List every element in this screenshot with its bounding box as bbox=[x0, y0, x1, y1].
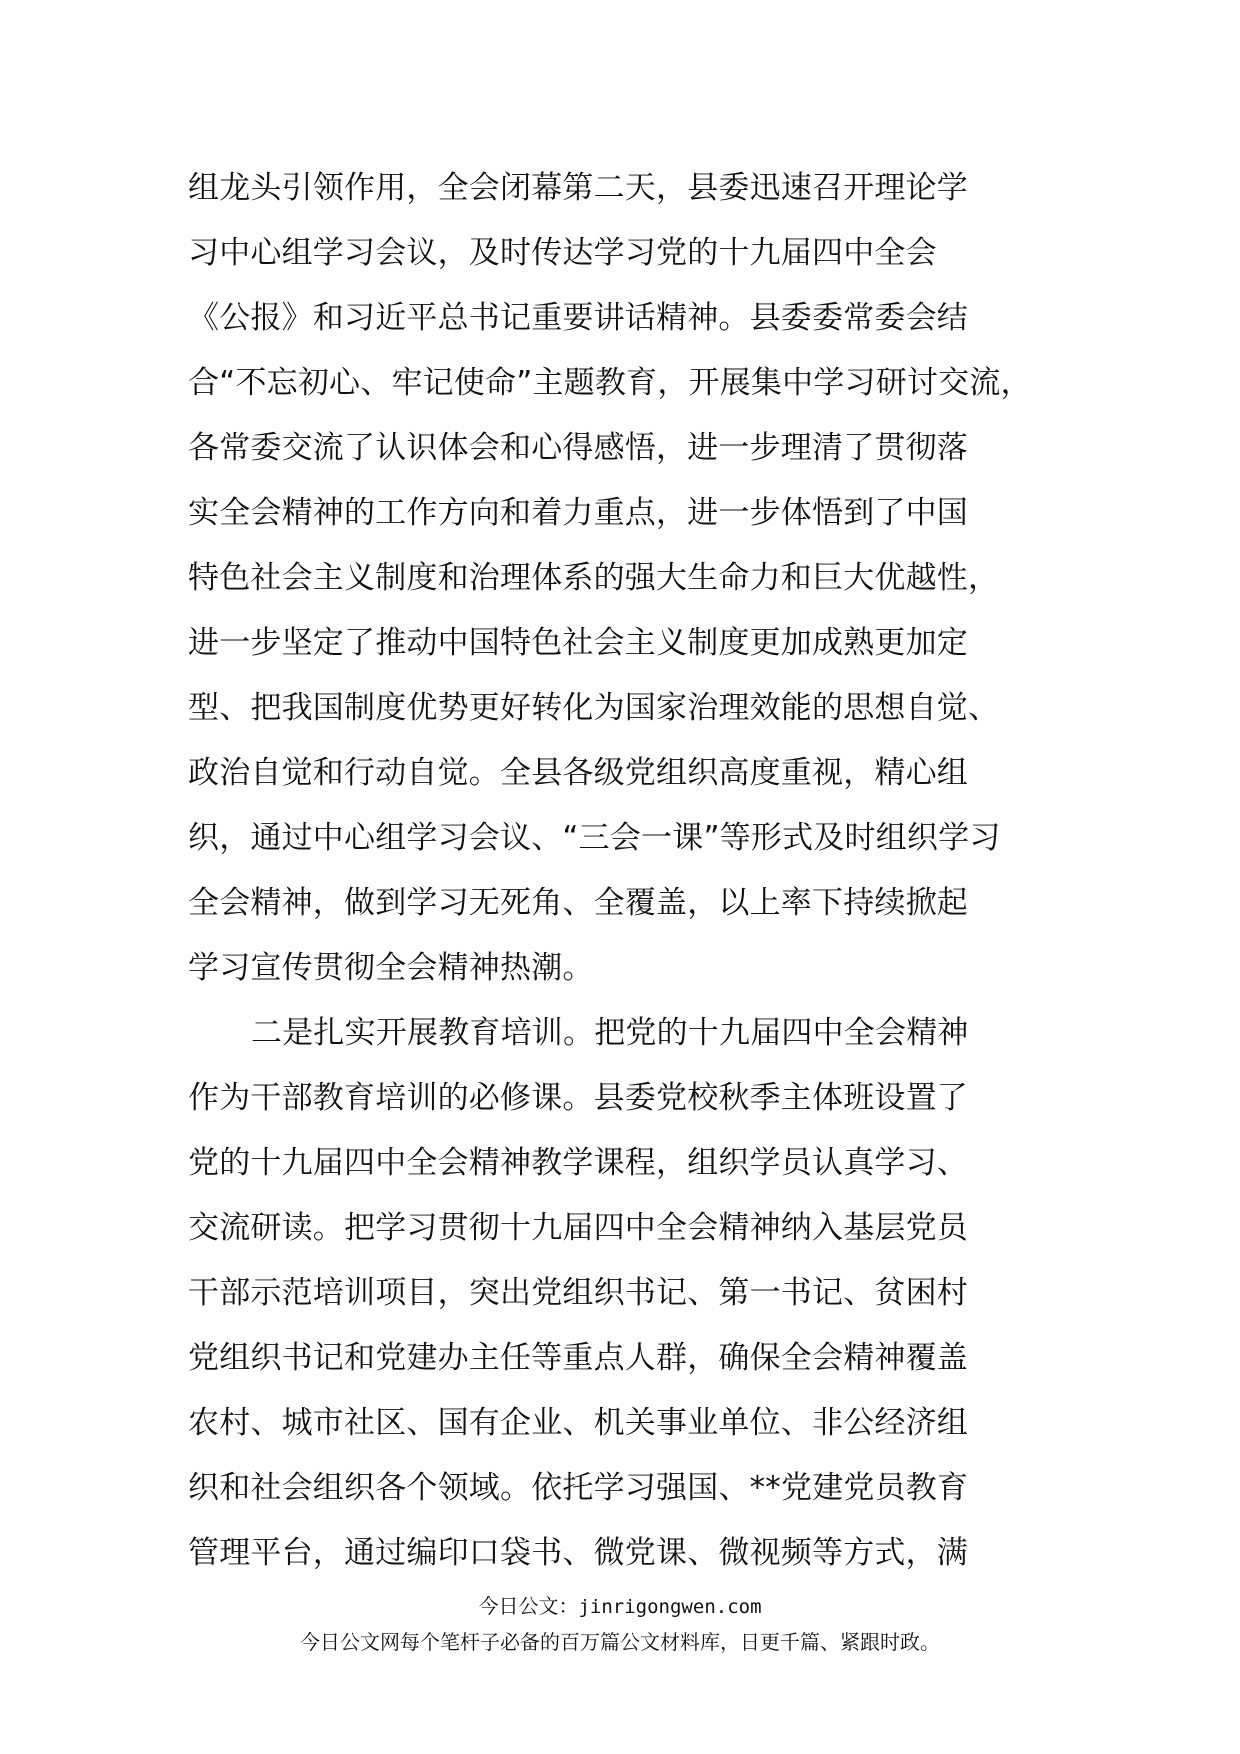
text-line: 学习宣传贯彻全会精神热潮。 bbox=[188, 950, 594, 986]
text-line: 党组织书记和党建办主任等重点人群，确保全会精神覆盖 bbox=[188, 1340, 968, 1376]
text-line: 型、把我国制度优势更好转化为国家治理效能的思想自觉、 bbox=[188, 690, 1000, 726]
text-line: 实全会精神的工作方向和着力重点，进一步体悟到了中国 bbox=[188, 495, 968, 531]
footer-site bbox=[0, 1592, 1240, 1621]
text-line: 织和社会组织各个领域。依托学习强国、**党建党员教育 bbox=[188, 1470, 969, 1506]
text-line: 习中心组学习会议，及时传达学习党的十九届四中全会 bbox=[188, 235, 937, 271]
text-line: 作为干部教育培训的必修课。县委党校秋季主体班设置了 bbox=[188, 1080, 968, 1116]
text-line: 政治自觉和行动自觉。全县各级党组织高度重视，精心组 bbox=[188, 755, 968, 791]
text-line: 织，通过中心组学习会议、“三会一课”等形式及时组织学习 bbox=[188, 820, 1001, 856]
text-line: 合“不忘初心、牢记使命”主题教育，开展集中学习研讨交流， bbox=[188, 365, 1032, 401]
text-line: 交流研读。把学习贯彻十九届四中全会精神纳入基层党员 bbox=[188, 1210, 968, 1246]
text-line: 进一步坚定了推动中国特色社会主义制度更加成熟更加定 bbox=[188, 625, 968, 661]
document-body bbox=[188, 156, 1088, 1586]
text-line: 特色社会主义制度和治理体系的强大生命力和巨大优越性， bbox=[188, 560, 1000, 596]
text-line: 全会精神，做到学习无死角、全覆盖，以上率下持续掀起 bbox=[188, 885, 968, 921]
text-line: 干部示范培训项目，突出党组织书记、第一书记、贫困村 bbox=[188, 1275, 968, 1311]
text-line: 农村、城市社区、国有企业、机关事业单位、非公经济组 bbox=[188, 1405, 968, 1441]
paragraph-start-line: 二是扎实开展教育培训。把党的十九届四中全会精神 bbox=[251, 1015, 969, 1051]
text-line: 组龙头引领作用，全会闭幕第二天，县委迅速召开理论学 bbox=[188, 170, 968, 206]
text-line: 党的十九届四中全会精神教学课程，组织学员认真学习、 bbox=[188, 1145, 968, 1181]
footer-tagline: 今日公文网每个笔杆子必备的百万篇公文材料库，日更千篇、紧跟时政。 bbox=[300, 1630, 940, 1654]
text-line: 各常委交流了认识体会和心得感悟，进一步理清了贯彻落 bbox=[188, 430, 968, 466]
text-line: 《公报》和习近平总书记重要讲话精神。县委委常委会结 bbox=[188, 300, 968, 336]
text-line: 管理平台，通过编印口袋书、微党课、微视频等方式，满 bbox=[188, 1535, 968, 1571]
footer-site-label: 今日公文： bbox=[478, 1594, 579, 1618]
footer-site-url[interactable]: jinrigongwen.com bbox=[578, 1596, 762, 1618]
